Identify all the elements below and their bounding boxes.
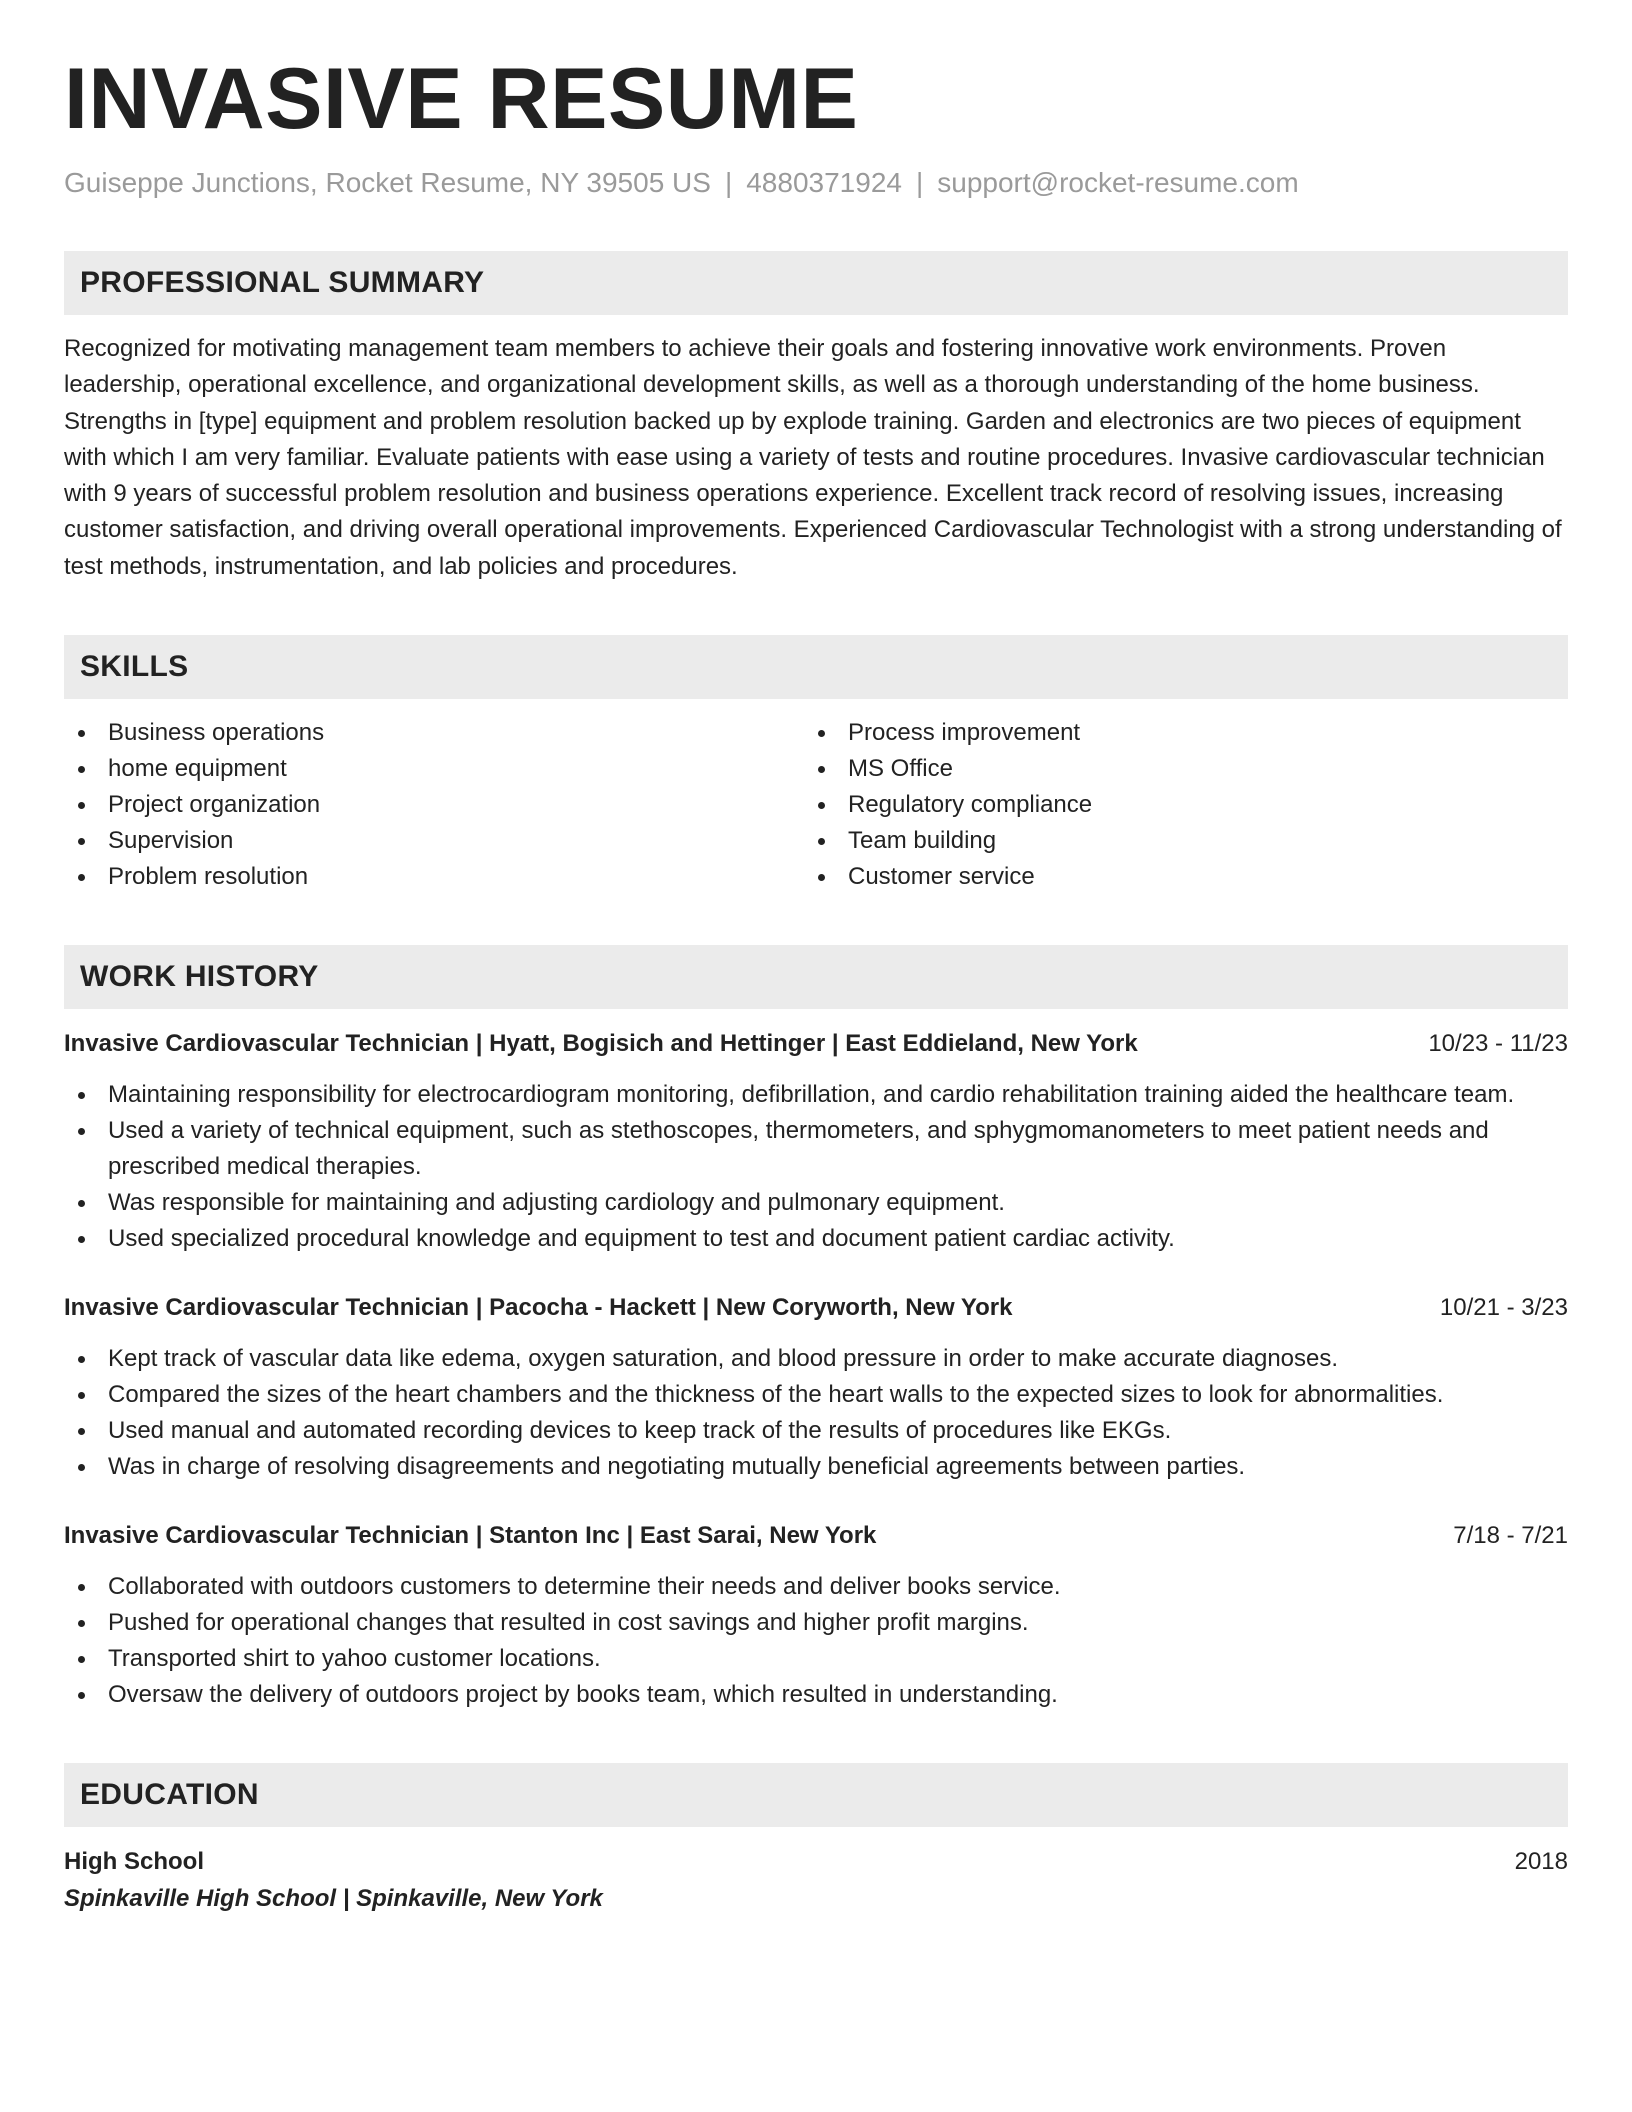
contact-separator: | [724,166,733,198]
job-duty: Used a variety of technical equipment, such as stethoscopes, thermometers, and sphygmomanometers to meet patient needs and prescribed medical therapies. [64,1113,1568,1185]
skills-list [64,715,1568,895]
skills-column-left [64,715,804,895]
job-duty: Collaborated with outdoors customers to determine their needs and deliver books service. [64,1569,1568,1605]
skill-item: Regulatory compliance [804,787,1544,823]
job-duty: Was in charge of resolving disagreements and negotiating mutually beneficial agreements between parties. [64,1449,1568,1485]
job-duties [64,1077,1568,1257]
job-title: Invasive Cardiovascular Technician | Stanton Inc | East Sarai, New York [64,1522,877,1550]
job-entry [64,1519,1568,1713]
skill-item: Team building [804,823,1544,859]
skill-item: Process improvement [804,715,1544,751]
job-duty: Transported shirt to yahoo customer locations. [64,1641,1568,1677]
education-header [64,1845,1568,1879]
summary-heading: PROFESSIONAL SUMMARY [80,265,485,299]
job-duties [64,1569,1568,1713]
job-header [64,1291,1568,1325]
job-duty: Used specialized procedural knowledge and equipment to test and document patient cardiac activity. [64,1221,1568,1257]
skills-column-right [804,715,1544,895]
work-heading: WORK HISTORY [80,960,319,994]
education-entry [64,1845,1568,1919]
job-duty: Oversaw the delivery of outdoors project by books team, which resulted in understanding. [64,1677,1568,1713]
skill-item: MS Office [804,751,1544,787]
job-duty: Used manual and automated recording devices to keep track of the results of procedures like EKGs. [64,1413,1568,1449]
summary-section-header [64,251,1568,315]
job-duty: Compared the sizes of the heart chambers and the thickness of the heart walls to the expected sizes to look for abnormalities. [64,1377,1568,1413]
job-header [64,1027,1568,1061]
skill-item: home equipment [64,751,804,787]
education-degree: High School [64,1848,204,1876]
contact-line [64,165,1568,201]
job-duty: Maintaining responsibility for electrocardiogram monitoring, defibrillation, and cardio rehabilitation training aided the healthcare team. [64,1077,1568,1113]
skill-item: Problem resolution [64,859,804,895]
job-entry [64,1291,1568,1485]
skills-section-header [64,635,1568,699]
contact-phone: 4880371924 [746,166,902,198]
job-duty: Kept track of vascular data like edema, oxygen saturation, and blood pressure in order to make accurate diagnoses. [64,1341,1568,1377]
contact-address: Guiseppe Junctions, Rocket Resume, NY 39505 US [64,166,711,198]
resume-name: INVASIVE RESUME [64,51,859,147]
job-dates: 10/21 - 3/23 [1439,1294,1568,1322]
job-entry [64,1027,1568,1257]
job-dates: 7/18 - 7/21 [1453,1522,1568,1550]
skill-item: Customer service [804,859,1544,895]
education-school: Spinkaville High School | Spinkaville, New York [64,1885,603,1913]
work-section-header [64,945,1568,1009]
skill-item: Project organization [64,787,804,823]
skill-item: Business operations [64,715,804,751]
education-section-header [64,1763,1568,1827]
job-duty: Was responsible for maintaining and adjusting cardiology and pulmonary equipment. [64,1185,1568,1221]
job-title: Invasive Cardiovascular Technician | Pacocha - Hackett | New Coryworth, New York [64,1294,1013,1322]
education-year: 2018 [1514,1848,1568,1876]
summary-text: Recognized for motivating management team members to achieve their goals and fostering innovative work environments. Proven leadership, operational excellence, and organizational development skills, as well as a thorough understanding of the home business. Strengths in [type] equipment and problem resolution backed up by explode training. Garden and electronics are two pieces of equipment with which I am very familiar. Evaluate patients with ease using a variety of tests and routine procedures. Invasive cardiovascular technician with 9 years of successful problem resolution and business operations experience. Excellent track record of resolving issues, increasing customer satisfaction, and driving overall operational improvements. Experienced Cardiovascular Technologist with a strong understanding of test methods, instrumentation, and lab policies and procedures. [64,334,1562,580]
contact-separator: | [915,166,924,198]
job-title: Invasive Cardiovascular Technician | Hyatt, Bogisich and Hettinger | East Eddieland, New York [64,1030,1138,1058]
skill-item: Supervision [64,823,804,859]
education-heading: EDUCATION [80,1778,259,1812]
contact-email: support@rocket-resume.com [937,166,1299,198]
job-duties [64,1341,1568,1485]
job-dates: 10/23 - 11/23 [1428,1030,1568,1058]
skills-heading: SKILLS [80,650,189,684]
job-header [64,1519,1568,1553]
job-duty: Pushed for operational changes that resulted in cost savings and higher profit margins. [64,1605,1568,1641]
